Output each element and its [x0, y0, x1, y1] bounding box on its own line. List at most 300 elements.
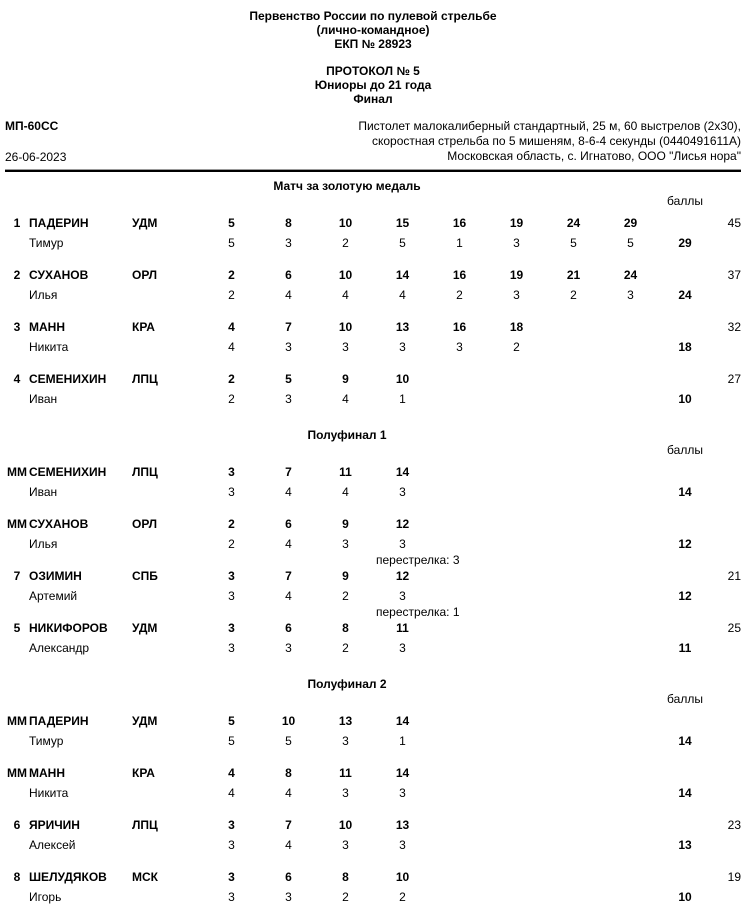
series-score: [488, 731, 545, 751]
row-line-series: [5, 586, 741, 606]
series-score: 3: [228, 641, 235, 655]
series-score: [545, 731, 602, 751]
series-score: 3: [228, 589, 235, 603]
total-score: 14: [678, 485, 692, 499]
series-score: 3: [399, 537, 406, 551]
cumulative-score: [431, 462, 488, 482]
cumulative-score: 3: [228, 569, 235, 583]
result-row: [5, 369, 741, 409]
cumulative-score: 14: [395, 714, 410, 728]
series-score: [602, 534, 659, 554]
series-score: 2: [342, 890, 349, 904]
cumulative-score: [545, 317, 602, 337]
result-row: [5, 867, 741, 907]
cumulative-score: 7: [285, 818, 292, 832]
ranking-points: 25: [727, 621, 741, 635]
cumulative-score: 7: [285, 465, 292, 479]
row-line-series: [5, 482, 741, 502]
series-score: [431, 534, 488, 554]
series-score: 3: [342, 786, 349, 800]
points-placeholder: [711, 389, 741, 409]
cumulative-score: [431, 514, 488, 534]
firstname: Артемий: [29, 589, 78, 603]
total-score: 14: [678, 786, 692, 800]
cumulative-score: 7: [285, 569, 292, 583]
total-placeholder: [659, 711, 711, 731]
series-score: 3: [285, 890, 292, 904]
cumulative-score: [602, 711, 659, 731]
region-placeholder: [129, 233, 203, 253]
surname: ПАДЕРИН: [29, 714, 89, 728]
series-score: 2: [228, 288, 235, 302]
firstname: Никита: [29, 340, 69, 354]
firstname: Никита: [29, 786, 69, 800]
cumulative-score: 13: [395, 320, 410, 334]
series-score: 2: [456, 288, 463, 302]
series-score: 2: [342, 589, 349, 603]
surname: СУХАНОВ: [29, 268, 89, 282]
series-score: 3: [399, 786, 406, 800]
result-row: [5, 265, 741, 305]
cumulative-score: 10: [281, 714, 296, 728]
surname: СУХАНОВ: [29, 517, 89, 531]
event-description-line: скоростная стрельба по 5 мишеням, 8-6-4 секунды (0440491611А): [372, 134, 741, 148]
protocol-title: [5, 64, 741, 106]
series-score: 3: [228, 838, 235, 852]
total-score: 29: [678, 236, 692, 250]
row-line-cumulative: [5, 566, 741, 586]
series-score: 3: [513, 288, 520, 302]
protocol-line: Юниоры до 21 года: [314, 78, 432, 92]
cumulative-score: [488, 867, 545, 887]
series-score: [602, 337, 659, 357]
cumulative-score: [602, 514, 659, 534]
rank-placeholder: [5, 233, 29, 253]
series-score: 2: [228, 537, 235, 551]
series-score: 4: [399, 288, 406, 302]
cumulative-score: 3: [228, 465, 235, 479]
rank: ММ: [7, 766, 27, 780]
cumulative-score: 10: [338, 268, 353, 282]
rank: 6: [13, 818, 21, 832]
ranking-points: [711, 514, 741, 534]
cumulative-score: [602, 369, 659, 389]
region-code: СПБ: [132, 569, 158, 583]
cumulative-score: 2: [228, 372, 235, 386]
cumulative-score: 21: [566, 268, 581, 282]
cumulative-score: [431, 618, 488, 638]
ranking-points: 45: [727, 216, 741, 230]
cumulative-score: [545, 369, 602, 389]
total-placeholder: [659, 317, 711, 337]
cumulative-score: 11: [339, 766, 352, 780]
points-placeholder: [711, 586, 741, 606]
rank: ММ: [7, 465, 27, 479]
points-placeholder: [711, 482, 741, 502]
region-placeholder: [129, 638, 203, 658]
cumulative-score: [545, 711, 602, 731]
cumulative-score: [431, 566, 488, 586]
firstname: Илья: [29, 288, 58, 302]
cumulative-score: 14: [395, 268, 410, 282]
cumulative-score: [545, 763, 602, 783]
event-description-line: Пистолет малокалиберный стандартный, 25 м, 60 выстрелов (2x30),: [358, 119, 741, 133]
event-info-left: [5, 119, 66, 164]
region-code: МСК: [132, 870, 158, 884]
cumulative-score: [488, 369, 545, 389]
region-placeholder: [129, 389, 203, 409]
series-score: 4: [342, 288, 349, 302]
series-score: [545, 638, 602, 658]
series-score: [431, 389, 488, 409]
row-line-cumulative: [5, 867, 741, 887]
series-score: 2: [228, 392, 235, 406]
surname: СЕМЕНИХИН: [29, 465, 107, 479]
series-score: [545, 337, 602, 357]
series-score: 3: [228, 890, 235, 904]
cumulative-score: 9: [342, 517, 349, 531]
region-placeholder: [129, 337, 203, 357]
cumulative-score: 3: [228, 870, 235, 884]
series-score: [545, 534, 602, 554]
row-line-cumulative: [5, 317, 741, 337]
firstname: Алексей: [29, 838, 76, 852]
points-placeholder: [711, 887, 741, 907]
series-score: 5: [627, 236, 634, 250]
rank-placeholder: [5, 337, 29, 357]
cumulative-score: [488, 618, 545, 638]
total-placeholder: [659, 265, 711, 285]
row-line-cumulative: [5, 213, 741, 233]
event-code: МП-60СС: [5, 119, 59, 133]
series-score: 3: [627, 288, 634, 302]
total-placeholder: [659, 213, 711, 233]
total-placeholder: [659, 867, 711, 887]
surname: СЕМЕНИХИН: [29, 372, 107, 386]
series-score: 4: [285, 288, 292, 302]
rank: 3: [13, 320, 21, 334]
ranking-points: 21: [727, 569, 741, 583]
series-score: [431, 638, 488, 658]
rank-placeholder: [5, 389, 29, 409]
protocol-line: ПРОТОКОЛ № 5: [326, 64, 420, 78]
ranking-points: [711, 462, 741, 482]
series-score: 3: [456, 340, 463, 354]
cumulative-score: 11: [396, 621, 409, 635]
series-score: [488, 783, 545, 803]
event-info: [5, 119, 741, 164]
cumulative-score: 24: [623, 268, 638, 282]
section-title: Полуфинал 1: [307, 428, 387, 442]
row-line-series: [5, 638, 741, 658]
series-score: 4: [342, 485, 349, 499]
series-score: 4: [228, 786, 235, 800]
firstname: Илья: [29, 537, 58, 551]
total-placeholder: [659, 566, 711, 586]
rank-placeholder: [5, 638, 29, 658]
surname: ШЕЛУДЯКОВ: [29, 870, 107, 884]
cumulative-score: [488, 815, 545, 835]
cumulative-score: [431, 867, 488, 887]
region-code: ЛПЦ: [132, 372, 158, 386]
region-placeholder: [129, 783, 203, 803]
cumulative-score: 8: [342, 870, 349, 884]
cumulative-score: 8: [285, 216, 292, 230]
series-score: 3: [285, 236, 292, 250]
series-score: 3: [342, 734, 349, 748]
cumulative-score: 10: [395, 870, 410, 884]
cumulative-score: [431, 815, 488, 835]
cumulative-score: [488, 763, 545, 783]
points-placeholder: [711, 783, 741, 803]
region-code: ЛПЦ: [132, 818, 158, 832]
series-score: [545, 482, 602, 502]
series-score: [431, 731, 488, 751]
total-placeholder: [659, 462, 711, 482]
cumulative-score: 10: [338, 818, 353, 832]
firstname: Иван: [29, 392, 58, 406]
cumulative-score: [602, 317, 659, 337]
row-line-series: [5, 285, 741, 305]
cumulative-score: 5: [285, 372, 292, 386]
protocol-line: Финал: [353, 92, 393, 106]
cumulative-score: [431, 763, 488, 783]
cumulative-score: 9: [342, 569, 349, 583]
row-line-cumulative: [5, 462, 741, 482]
rank: 8: [13, 870, 21, 884]
series-score: [545, 783, 602, 803]
cumulative-score: [545, 514, 602, 534]
cumulative-score: 6: [285, 517, 292, 531]
series-score: 2: [342, 641, 349, 655]
series-score: [545, 586, 602, 606]
region-placeholder: [129, 534, 203, 554]
total-score: 13: [678, 838, 692, 852]
series-score: 3: [342, 838, 349, 852]
region-placeholder: [129, 586, 203, 606]
series-score: 3: [399, 641, 406, 655]
region-placeholder: [129, 731, 203, 751]
section-semifinal-1: [5, 421, 741, 658]
total-score: 12: [678, 537, 692, 551]
series-score: 4: [342, 392, 349, 406]
surname: ОЗИМИН: [29, 569, 82, 583]
series-score: 4: [285, 786, 292, 800]
cumulative-score: [545, 867, 602, 887]
series-score: 3: [399, 838, 406, 852]
cumulative-score: [602, 867, 659, 887]
region-code: УДМ: [132, 621, 158, 635]
section-gold-medal-match: [5, 172, 741, 409]
cumulative-score: 12: [395, 569, 410, 583]
total-score: 10: [678, 392, 692, 406]
total-score: 10: [678, 890, 692, 904]
region-code: УДМ: [132, 714, 158, 728]
series-score: 1: [399, 734, 406, 748]
points-column-header: [5, 195, 741, 208]
total-score: 24: [678, 288, 692, 302]
cumulative-score: 13: [395, 818, 410, 832]
row-line-series: [5, 783, 741, 803]
event-date: 26-06-2023: [5, 150, 67, 164]
cumulative-score: 18: [509, 320, 524, 334]
cumulative-score: 14: [395, 465, 410, 479]
row-line-cumulative: [5, 369, 741, 389]
series-score: 5: [399, 236, 406, 250]
result-row: [5, 213, 741, 253]
points-column-header: [5, 693, 741, 706]
series-score: [488, 534, 545, 554]
series-score: 2: [513, 340, 520, 354]
firstname: Александр: [29, 641, 90, 655]
cumulative-score: [602, 462, 659, 482]
series-score: 4: [285, 589, 292, 603]
title-line: ЕКП № 28923: [334, 37, 412, 51]
series-score: 4: [228, 340, 235, 354]
ranking-points: 32: [727, 320, 741, 334]
surname: НИКИФОРОВ: [29, 621, 108, 635]
cumulative-score: 13: [338, 714, 353, 728]
rank-placeholder: [5, 731, 29, 751]
series-score: [488, 835, 545, 855]
cumulative-score: 16: [452, 216, 467, 230]
row-line-series: [5, 389, 741, 409]
section-semifinal-2: [5, 670, 741, 907]
row-line-series: [5, 337, 741, 357]
surname: ПАДЕРИН: [29, 216, 89, 230]
total-placeholder: [659, 763, 711, 783]
series-score: [602, 783, 659, 803]
cumulative-score: 8: [285, 766, 292, 780]
rank-placeholder: [5, 783, 29, 803]
rank: 7: [13, 569, 21, 583]
cumulative-score: 16: [452, 320, 467, 334]
cumulative-score: [431, 369, 488, 389]
series-score: 2: [399, 890, 406, 904]
series-score: 5: [228, 734, 235, 748]
cumulative-score: 8: [342, 621, 349, 635]
cumulative-score: 5: [228, 216, 235, 230]
series-score: [431, 783, 488, 803]
series-score: [431, 835, 488, 855]
cumulative-score: [488, 711, 545, 731]
series-score: [602, 586, 659, 606]
series-score: [431, 586, 488, 606]
ranking-points: 19: [727, 870, 741, 884]
firstname: Игорь: [29, 890, 62, 904]
cumulative-score: [488, 462, 545, 482]
rank-placeholder: [5, 534, 29, 554]
cumulative-score: [602, 618, 659, 638]
rank: 1: [13, 216, 21, 230]
series-score: 3: [228, 485, 235, 499]
cumulative-score: 10: [395, 372, 410, 386]
series-score: 5: [285, 734, 292, 748]
rank: 2: [13, 268, 21, 282]
series-score: 3: [399, 485, 406, 499]
points-column-header: [5, 444, 741, 457]
firstname: Тимур: [29, 734, 64, 748]
points-placeholder: [711, 534, 741, 554]
total-score: 18: [678, 340, 692, 354]
series-score: 4: [285, 485, 292, 499]
cumulative-score: 19: [509, 268, 524, 282]
cumulative-score: 3: [228, 621, 235, 635]
cumulative-score: [602, 763, 659, 783]
total-placeholder: [659, 514, 711, 534]
row-line-cumulative: [5, 763, 741, 783]
series-score: [602, 389, 659, 409]
row-line-series: [5, 534, 741, 554]
series-score: [602, 482, 659, 502]
series-score: 1: [399, 392, 406, 406]
region-placeholder: [129, 835, 203, 855]
championship-title: [5, 9, 741, 51]
ranking-points: 23: [727, 818, 741, 832]
ranking-points: 37: [727, 268, 741, 282]
cumulative-score: 19: [509, 216, 524, 230]
result-row: [5, 711, 741, 751]
series-score: [602, 835, 659, 855]
cumulative-score: [602, 815, 659, 835]
total-placeholder: [659, 369, 711, 389]
cumulative-score: [545, 566, 602, 586]
cumulative-score: 7: [285, 320, 292, 334]
firstname: Иван: [29, 485, 58, 499]
result-row: [5, 317, 741, 357]
points-placeholder: [711, 638, 741, 658]
points-placeholder: [711, 835, 741, 855]
series-score: 3: [342, 340, 349, 354]
result-row: [5, 815, 741, 855]
cumulative-score: 16: [452, 268, 467, 282]
firstname: Тимур: [29, 236, 64, 250]
surname: МАНН: [29, 320, 65, 334]
points-placeholder: [711, 731, 741, 751]
row-line-series: [5, 233, 741, 253]
row-line-cumulative: [5, 265, 741, 285]
cumulative-score: 10: [338, 216, 353, 230]
cumulative-score: [545, 815, 602, 835]
rank: 4: [13, 372, 21, 386]
region-placeholder: [129, 285, 203, 305]
cumulative-score: 6: [285, 621, 292, 635]
rank-placeholder: [5, 482, 29, 502]
row-line-series: [5, 835, 741, 855]
series-score: [488, 586, 545, 606]
series-score: [545, 887, 602, 907]
series-score: [602, 731, 659, 751]
cumulative-score: 4: [228, 320, 235, 334]
cumulative-score: [545, 462, 602, 482]
rank-placeholder: [5, 835, 29, 855]
series-score: [602, 887, 659, 907]
cumulative-score: 6: [285, 268, 292, 282]
cumulative-score: 29: [623, 216, 638, 230]
result-row: [5, 618, 741, 658]
cumulative-score: 2: [228, 517, 235, 531]
row-line-cumulative: [5, 815, 741, 835]
series-score: [602, 638, 659, 658]
series-score: 4: [285, 537, 292, 551]
ranking-points: [711, 711, 741, 731]
series-score: [488, 638, 545, 658]
row-line-cumulative: [5, 711, 741, 731]
cumulative-score: 5: [228, 714, 235, 728]
spacer: [5, 51, 741, 64]
series-score: 3: [399, 340, 406, 354]
region-code: ОРЛ: [132, 517, 158, 531]
